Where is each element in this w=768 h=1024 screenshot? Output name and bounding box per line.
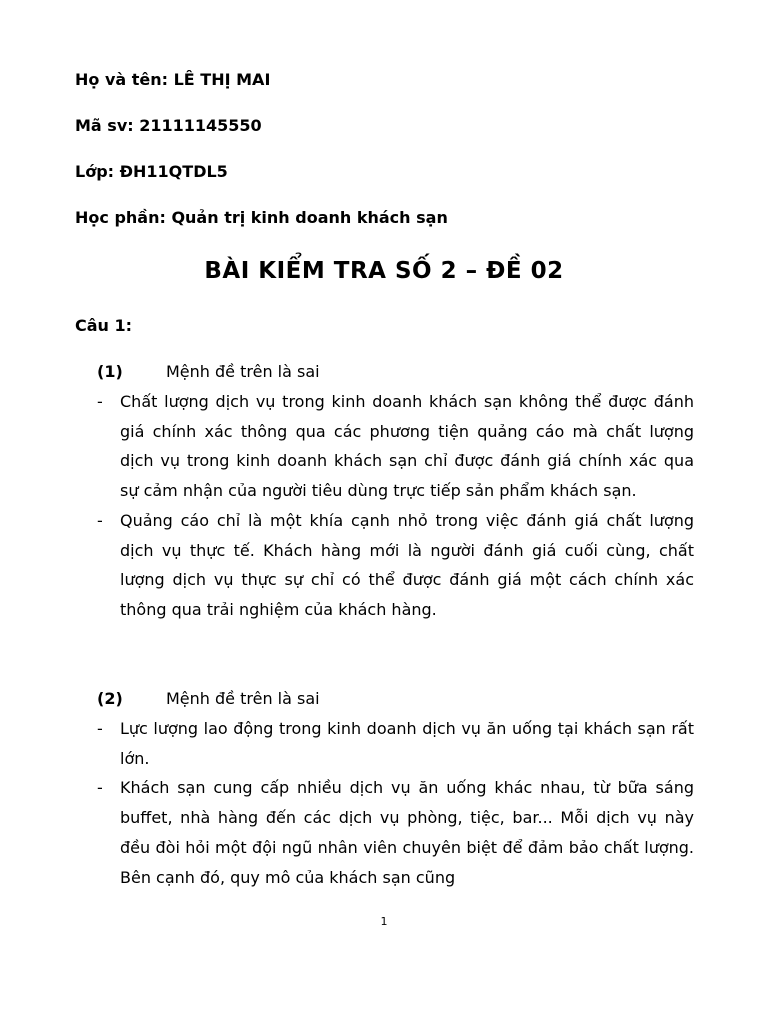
bullet-marker: -	[97, 719, 103, 738]
page-number: 1	[380, 915, 388, 928]
course-line: Học phần: Quản trị kinh doanh khách sạn	[75, 208, 448, 227]
proposition-statement: Mệnh đề trên là sai	[166, 362, 320, 381]
student-id-line: Mã sv: 21111145550	[75, 116, 262, 135]
bullet-marker: -	[97, 778, 103, 798]
bullet-item	[97, 506, 694, 625]
answer-section-2	[97, 684, 694, 892]
proposition-number: (1)	[97, 362, 123, 381]
bullet-text: Chất lượng dịch vụ trong kinh doanh khách sạn không thể được đánh giá chính xác thông qua các phương tiện quảng cáo mà chất lượng dịch vụ trong kinh doanh khách sạn chỉ được đánh giá chính xác qua sự cảm nhận của người tiêu dùng trực tiếp sản phẩm khách sạn.	[120, 392, 694, 501]
proposition-number: (2)	[97, 689, 123, 708]
class-line: Lớp: ĐH11QTDL5	[75, 162, 228, 181]
proposition-statement: Mệnh đề trên là sai	[166, 689, 320, 708]
proposition-line	[97, 357, 694, 387]
student-name-line: Họ và tên: LÊ THỊ MAI	[75, 70, 271, 89]
answer-section-1	[97, 357, 694, 625]
bullet-item	[97, 773, 694, 892]
proposition-line	[97, 684, 694, 714]
document-title: BÀI KIỂM TRA SỐ 2 – ĐỀ 02	[204, 258, 564, 284]
bullet-text: Lực lượng lao động trong kinh doanh dịch vụ ăn uống tại khách sạn rất lớn.	[120, 719, 694, 768]
bullet-marker: -	[97, 510, 103, 530]
bullet-item	[97, 714, 694, 773]
question-label: Câu 1:	[75, 316, 133, 335]
bullet-item	[97, 387, 694, 506]
bullet-text: Quảng cáo chỉ là một khía cạnh nhỏ trong việc đánh giá chất lượng dịch vụ thực tế. Khách hàng mới là người đánh giá cuối cùng, chất lượng dịch vụ thực sự chỉ có thể được đánh giá một cách chính xác thông qua trải nghiệm của khách hàng.	[120, 510, 694, 619]
bullet-text: Khách sạn cung cấp nhiều dịch vụ ăn uống khác nhau, từ bữa sáng buffet, nhà hàng đến các dịch vụ phòng, tiệc, bar... Mỗi dịch vụ này đều đòi hỏi một đội ngũ nhân viên chuyên biệt để đảm bảo chất lượng. Bên cạnh đó, quy mô của khách sạn cũng	[120, 778, 694, 887]
bullet-marker: -	[97, 392, 103, 411]
